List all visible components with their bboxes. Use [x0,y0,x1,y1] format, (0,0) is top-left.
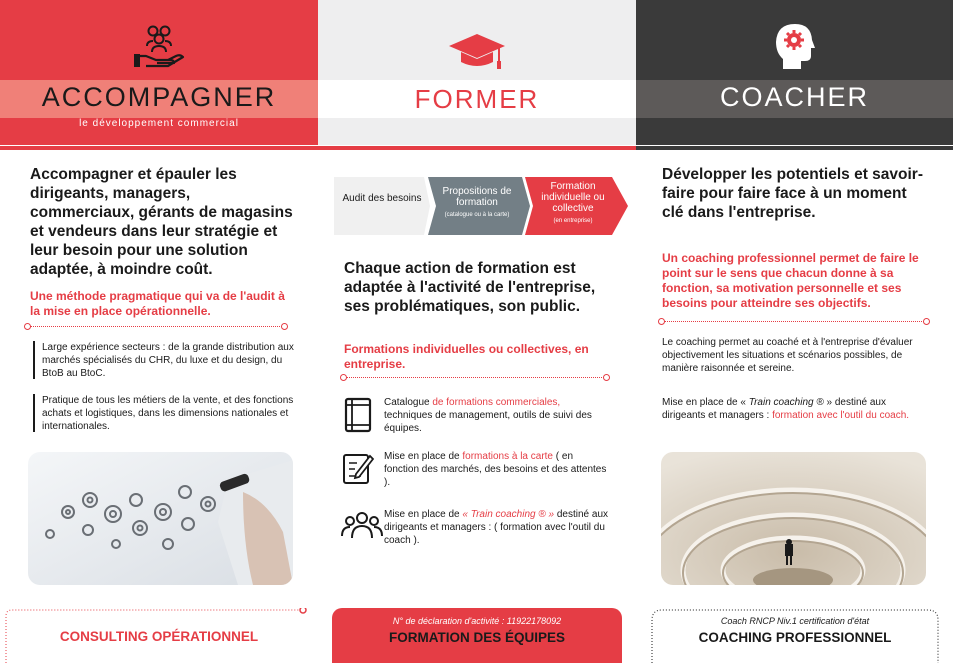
header-coacher [636,0,953,145]
item-text: Catalogue [384,397,433,408]
lead-former: Chaque action de formation est adaptée à l'activité de l'entreprise, ses problématiques, son public. [344,260,596,315]
header-underline [318,146,636,150]
column-former [318,0,636,663]
item-text: Mise en place de [384,509,463,520]
para-italic: Train coaching ® [748,397,824,408]
lead-coacher: Développer les potentiels et savoir-faire pour faire face à un moment clé dans l'entreprise. [662,166,924,221]
former-item-carte [384,450,609,489]
step-label: Audit des besoins [342,193,422,204]
coacher-para-1: Le coaching permet au coaché et à l'entreprise d'évaluer objectivement les situations et scénarios possibles, de manière raisonnée et sereine. [662,337,913,374]
highlight-former: Formations individuelles ou collectives, en entreprise. [344,342,589,371]
header-underline [636,146,953,150]
dotted-divider [658,318,930,326]
header-accompagner [0,0,318,145]
maze-photo [661,452,926,585]
footer-former [332,608,622,663]
para-highlight: formation avec l'outil du coach. [772,410,910,421]
bullet-text: Pratique de tous les métiers de la vente, et des fonctions achats et logistiques, dans les dimensions nationales et internationales. [42,395,294,432]
graduation-cap-icon [447,30,507,74]
former-item-train [384,508,614,547]
step-propositions [434,186,520,221]
column-coacher [636,0,953,663]
item-text: Mise en place de [384,451,463,462]
people-group-icon [341,510,383,540]
item-highlight: « Train coaching ® » [462,509,555,520]
para-text: » destiné aux dirigeants et managers : [662,397,886,421]
item-text: ( en fonction des marchés, des besoins et des attentes ). [384,451,607,488]
bullet-bar [33,341,35,379]
footer-title: FORMATION DES ÉQUIPES [388,630,565,645]
title-coacher: COACHER [719,82,869,112]
step-sub: (en entreprise) [553,218,593,224]
highlight-accompagner: Une méthode pragmatique qui va de l'audit à la mise en place opérationnelle. [30,289,285,318]
column-accompagner [0,0,318,663]
item-text: techniques de management, outils de suivi des équipes. [384,410,592,434]
bullet-bar [33,394,35,432]
head-gear-icon [775,22,815,70]
pen-paper-icon [342,452,374,486]
title-former: FORMER [414,84,540,114]
book-icon [342,397,374,435]
footer-accompagner [0,608,318,663]
footer-title: COACHING PROFESSIONNEL [698,630,892,645]
step-label: Formation individuelle ou collective [541,181,605,214]
gears-hand-photo [28,452,293,585]
bullet-text: Large expérience secteurs : de la grande distribution aux marchés spécialisés du CHR, du luxe et du design, du BtoB au BtoC. [42,342,294,379]
former-item-catalogue [384,396,609,435]
certification-text: Coach RNCP Niv.1 certification d'état [720,616,870,626]
step-audit [342,193,422,204]
lead-accompagner: Accompagner et épauler les dirigeants, managers, commerciaux, gérants de magasins et vendeurs dans leur stratégie et leur besoin pour une solution adaptée, à moindre coût. [30,166,293,278]
hand-people-icon [133,22,185,68]
highlight-coacher: Un coaching professionnel permet de faire le point sur le sens que chacun donne à sa fonction, sa motivation personnelle et ses besoins pour atteindre ses objectifs. [662,251,919,310]
footer-coacher [650,608,940,663]
subtitle-accompagner: le développement commercial [79,118,239,129]
step-sub: (catalogue ou à la carte) [444,212,510,218]
declaration-text: N° de déclaration d'activité : 11922178092 [392,616,562,626]
process-steps [334,177,628,235]
item-highlight: de formations commerciales, [432,397,561,408]
header-former [318,0,636,145]
footer-title: CONSULTING OPÉRATIONNEL [59,629,259,644]
step-formation [530,181,616,227]
item-highlight: formations à la carte [462,451,553,462]
dotted-divider [340,374,610,382]
dotted-divider [24,323,288,331]
item-text: destiné aux dirigeants et managers : ( formation avec l'outil du coach ). [384,509,609,546]
header-underline [0,146,318,150]
para-text: Mise en place de « [662,397,749,408]
title-accompagner: ACCOMPAGNER [41,82,277,112]
coacher-para-2 [662,396,924,422]
step-label: Propositions de formation [442,186,512,208]
